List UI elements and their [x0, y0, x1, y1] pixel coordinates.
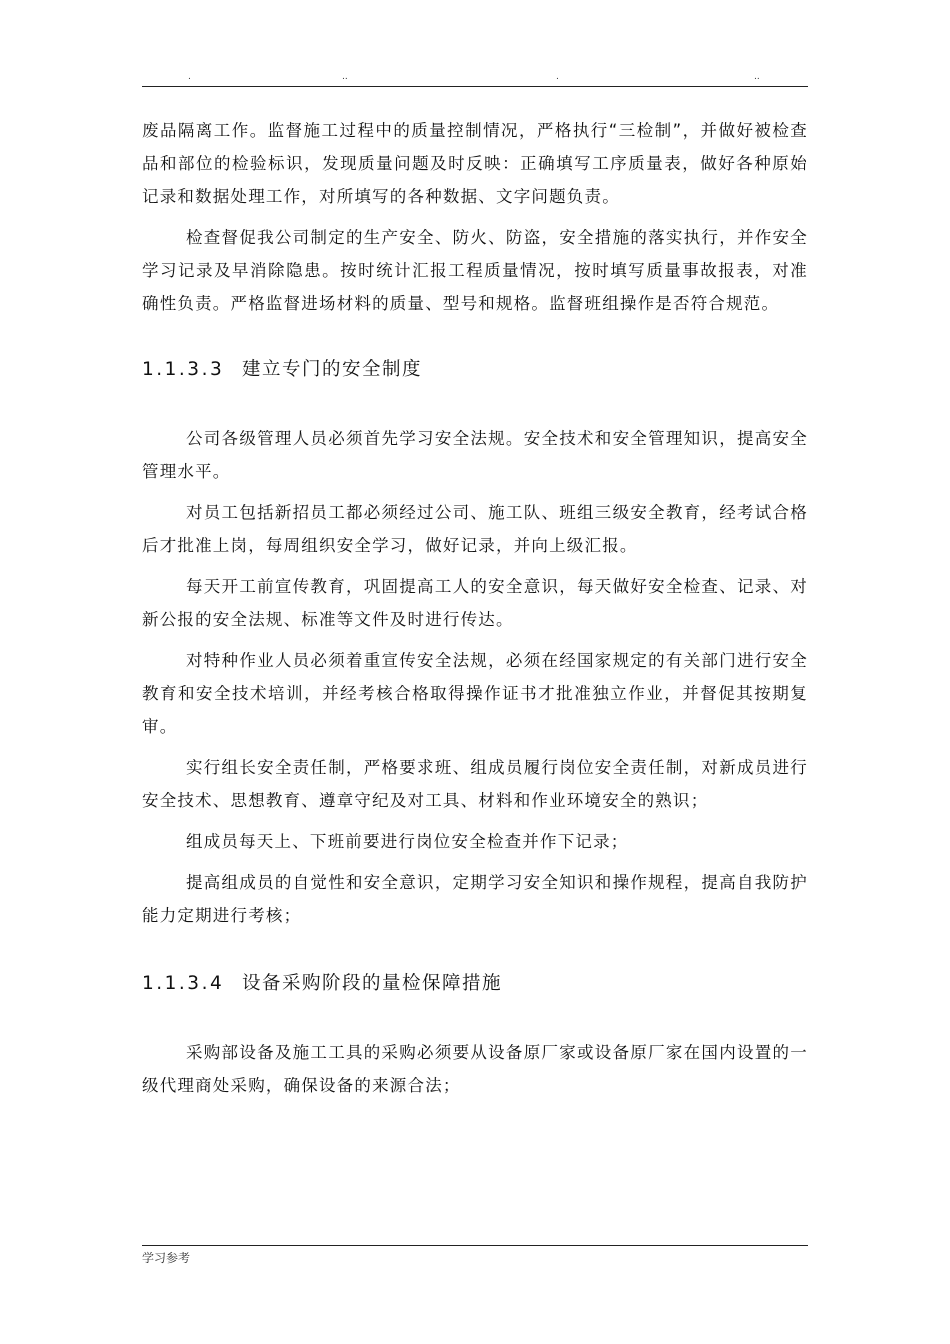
document-body — [142, 114, 808, 1102]
paragraph: 组成员每天上、下班前要进行岗位安全检查并作下记录； — [186, 832, 629, 851]
paragraph: 对员工包括新招员工都必须经过公司、施工队、班组三级安全教育，经考试合格后才批准上岗，每周组织安全学习，做好记录，并向上级汇报。 — [142, 503, 808, 555]
page-header-marks — [142, 72, 808, 86]
paragraph: 废品隔离工作。监督施工过程中的质量控制情况，严格执行“三检制”，并做好被检查品和部位的检验标识，发现质量问题及时反映：正确填写工序质量表，做好各种原始记录和数据处理工作，对所填写的各种数据、文字问题负责。 — [142, 121, 808, 206]
section-heading — [142, 972, 808, 996]
header-mark: . — [188, 72, 191, 82]
paragraph: 检查督促我公司制定的生产安全、防火、防盗，安全措施的落实执行，并作安全学习记录及早消除隐患。按时统计汇报工程质量情况，按时填写质量事故报表，对准确性负责。严格监督进场材料的质量、型号和规格。监督班组操作是否符合规范。 — [142, 228, 808, 313]
section-title: 建立专门的安全制度 — [242, 359, 423, 380]
section-heading — [142, 358, 808, 382]
paragraph: 每天开工前宣传教育，巩固提高工人的安全意识，每天做好安全检查、记录、对新公报的安全法规、标准等文件及时进行传达。 — [142, 577, 808, 629]
header-mark: . — [556, 72, 559, 82]
page-footer: 学习参考 — [142, 1251, 191, 1265]
paragraph: 采购部设备及施工工具的采购必须要从设备原厂家或设备原厂家在国内设置的一级代理商处采购，确保设备的来源合法； — [142, 1043, 808, 1095]
paragraph: 实行组长安全责任制，严格要求班、组成员履行岗位安全责任制，对新成员进行安全技术、思想教育、遵章守纪及对工具、材料和作业环境安全的熟识； — [142, 758, 808, 810]
paragraph: 提高组成员的自觉性和安全意识，定期学习安全知识和操作规程，提高自我防护能力定期进行考核； — [142, 873, 808, 925]
section-number: 1.1.3.4 — [142, 973, 225, 994]
section-number: 1.1.3.3 — [142, 359, 225, 380]
section-title: 设备采购阶段的量检保障措施 — [242, 973, 503, 994]
section-body — [142, 1036, 808, 1102]
paragraph: 公司各级管理人员必须首先学习安全法规。安全技术和安全管理知识，提高安全管理水平。 — [142, 429, 808, 481]
header-rule — [142, 86, 808, 87]
header-mark: .. — [754, 72, 760, 82]
section-body — [142, 422, 808, 932]
footer-rule — [142, 1245, 808, 1246]
header-mark: .. — [342, 72, 348, 82]
paragraph: 对特种作业人员必须着重宣传安全法规，必须在经国家规定的有关部门进行安全教育和安全技术培训，并经考核合格取得操作证书才批准独立作业，并督促其按期复审。 — [142, 651, 808, 736]
